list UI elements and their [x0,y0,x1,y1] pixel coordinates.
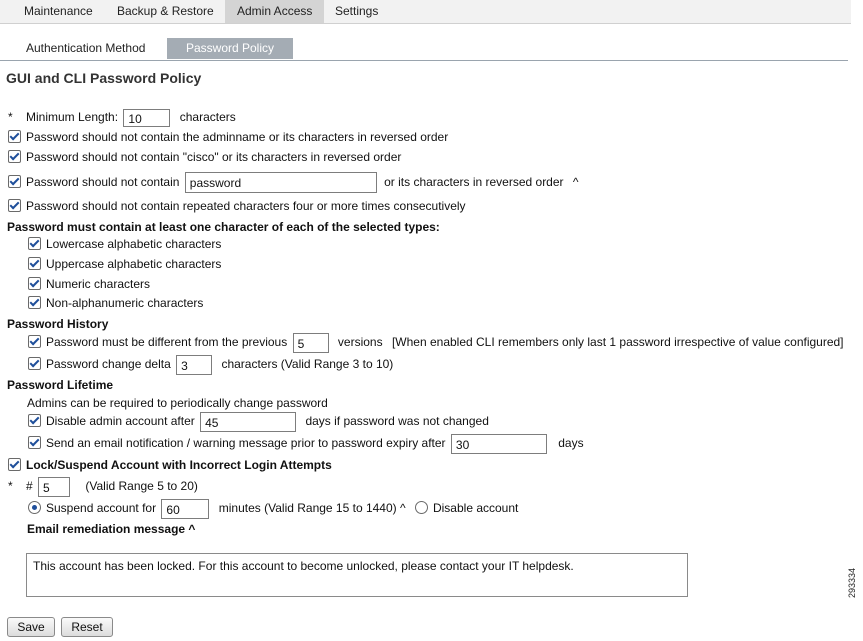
repeated-label: Password should not contain repeated characters four or more times consecutively [26,199,466,213]
required-marker-2: * [8,479,13,493]
lock-attempts-range: (Valid Range 5 to 20) [85,479,198,493]
contain-prefix: Password should not contain [26,175,180,189]
remediation-label: Email remediation message ^ [27,522,196,536]
history-delta-suffix: characters (Valid Range 3 to 10) [221,357,394,371]
lifetime-disable-checkbox[interactable] [28,414,41,427]
lifetime-email-prefix: Send an email notification / warning message prior to password expiry after [46,436,446,450]
lifetime-email-row [28,433,584,453]
tab-password-policy[interactable]: Password Policy [167,38,293,59]
page-title: GUI and CLI Password Policy [6,70,202,86]
reset-button[interactable]: Reset [61,617,113,637]
lifetime-email-input[interactable]: 30 [451,434,547,454]
top-tab-bar [0,0,851,24]
types-heading: Password must contain at least one character of each of the selected types: [7,220,440,234]
lock-attempts-input[interactable]: 5 [38,477,70,497]
min-length-input[interactable]: 10 [123,109,170,127]
nonalnum-checkbox[interactable] [28,296,41,309]
history-versions-input[interactable]: 5 [293,333,329,353]
lock-hash: # [26,479,33,493]
suspend-radio[interactable] [28,501,41,514]
cisco-label: Password should not contain "cisco" or its characters in reversed order [26,150,402,164]
lock-attempts-row [26,476,198,496]
history-delta-row [28,354,393,374]
contain-word-input[interactable]: password [185,172,377,193]
tab-admin-access[interactable]: Admin Access [225,0,324,23]
suspend-suffix: minutes (Valid Range 15 to 1440) ^ [218,501,406,515]
adminname-label: Password should not contain the adminname or its characters in reversed order [26,130,449,144]
lifetime-info: Admins can be required to periodically change password [27,396,328,410]
figure-number: 293334 [847,567,857,598]
rule-repeated [8,196,466,216]
min-length-label: Minimum Length: [26,110,119,124]
cisco-checkbox[interactable] [8,150,21,163]
history-versions-suffix: versions [337,335,383,349]
numeric-checkbox[interactable] [28,277,41,290]
history-delta-prefix: Password change delta [46,357,171,371]
lock-heading: Lock/Suspend Account with Incorrect Login Attempts [26,458,332,472]
lifetime-disable-prefix: Disable admin account after [46,414,195,428]
history-different-checkbox[interactable] [28,335,41,348]
contain-checkbox[interactable] [8,175,21,188]
nonalnum-label: Non-alphanumeric characters [46,296,204,310]
lock-row [8,455,332,475]
required-marker: * [8,110,13,124]
type-nonalnum [28,293,203,313]
save-button[interactable]: Save [7,617,55,637]
contain-caret: ^ [572,175,579,189]
tab-maintenance[interactable]: Maintenance [24,4,93,18]
lifetime-disable-input[interactable]: 45 [200,412,296,432]
lowercase-label: Lowercase alphabetic characters [46,237,222,251]
lifetime-email-checkbox[interactable] [28,436,41,449]
tab-settings[interactable]: Settings [335,4,379,18]
uppercase-label: Uppercase alphabetic characters [46,257,222,271]
uppercase-checkbox[interactable] [28,257,41,270]
rule-cisco [8,147,401,167]
numeric-label: Numeric characters [46,277,151,291]
adminname-checkbox[interactable] [8,130,21,143]
min-length-suffix: characters [179,110,236,124]
suspend-prefix: Suspend account for [46,501,157,515]
tab-authentication-method[interactable]: Authentication Method [26,41,146,55]
history-different-row [28,332,844,352]
history-heading: Password History [7,317,109,331]
disable-account-radio[interactable] [415,501,428,514]
lowercase-checkbox[interactable] [28,237,41,250]
lock-suspend-row [28,498,518,518]
type-uppercase [28,254,221,274]
rule-adminname [8,127,448,147]
sub-tab-bar [0,38,848,61]
lifetime-disable-suffix: days if password was not changed [305,414,489,428]
type-numeric [28,274,150,294]
min-length-row [26,107,236,127]
remediation-textarea[interactable]: This account has been locked. For this account to become unlocked, please contact your IT helpdesk. [26,553,688,597]
history-note: [When enabled CLI remembers only last 1 password irrespective of value configured] [391,335,844,349]
history-different-prefix: Password must be different from the previous [46,335,288,349]
repeated-checkbox[interactable] [8,199,21,212]
type-lowercase [28,234,221,254]
lock-checkbox[interactable] [8,458,21,471]
history-delta-input[interactable]: 3 [176,355,212,375]
suspend-minutes-input[interactable]: 60 [161,499,209,519]
disable-account-label: Disable account [432,501,519,515]
lifetime-disable-row [28,411,489,431]
history-delta-checkbox[interactable] [28,357,41,370]
lifetime-heading: Password Lifetime [7,378,114,392]
tab-backup-restore[interactable]: Backup & Restore [117,4,214,18]
contain-suffix: or its characters in reversed order [384,175,564,189]
rule-contain [8,172,579,192]
lifetime-email-suffix: days [558,436,584,450]
